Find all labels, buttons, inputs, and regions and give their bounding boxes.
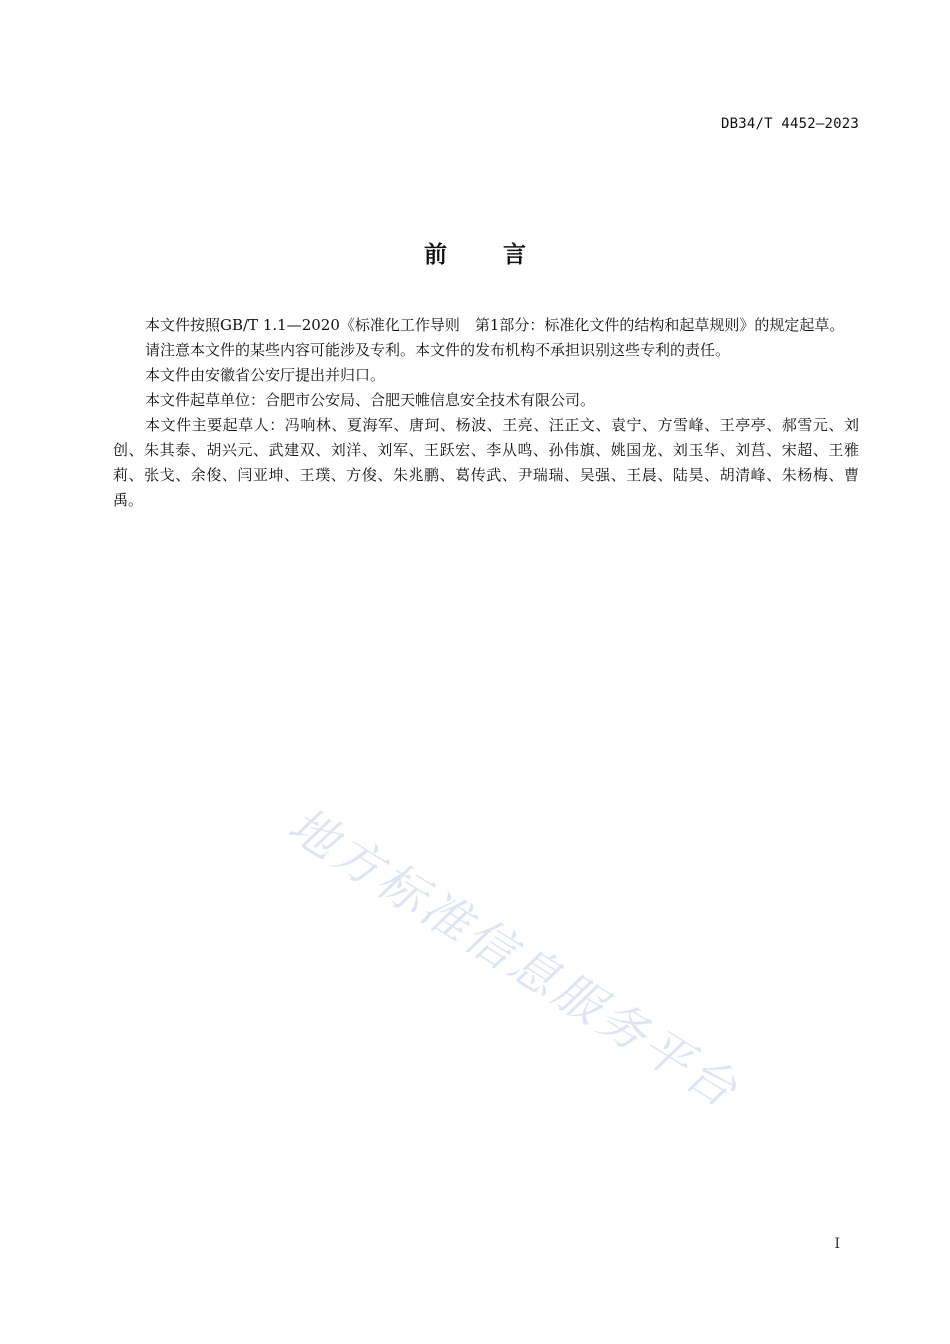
page-number: I xyxy=(834,1236,840,1252)
document-code: DB34/T 4452—2023 xyxy=(720,116,859,132)
paragraph-drafting-rules: 本文件按照GB/T 1.1—2020《标准化工作导则 第1部分：标准化文件的结构和起草规则》的规定起草。 xyxy=(145,316,845,334)
paragraph-proposer: 本文件由安徽省公安厅提出并归口。 xyxy=(145,366,386,384)
watermark: 地方标准信息服务平台 xyxy=(278,796,749,1120)
page-title: 前言 xyxy=(424,242,582,268)
paragraph-drafters: 本文件主要起草人：冯响林、夏海军、唐珂、杨波、王亮、汪正文、袁宁、方雪峰、王亭亭、郝雪元、刘创、朱其泰、胡兴元、武建双、刘洋、刘军、王跃宏、李从鸣、孙伟旗、姚国龙、刘玉华、刘莒、宋超、王雅莉、张戈、余俊、闫亚坤、王璞、方俊、朱兆鹏、葛传武、尹瑞瑞、吴强、王晨、陆昊、胡清峰、朱杨梅、曹禹。 xyxy=(113,416,859,509)
paragraph-patent-notice: 请注意本文件的某些内容可能涉及专利。本文件的发布机构不承担识别这些专利的责任。 xyxy=(145,341,731,359)
paragraph-drafting-units: 本文件起草单位：合肥市公安局、合肥天帷信息安全技术有限公司。 xyxy=(145,391,596,409)
foreword-body xyxy=(113,313,859,513)
